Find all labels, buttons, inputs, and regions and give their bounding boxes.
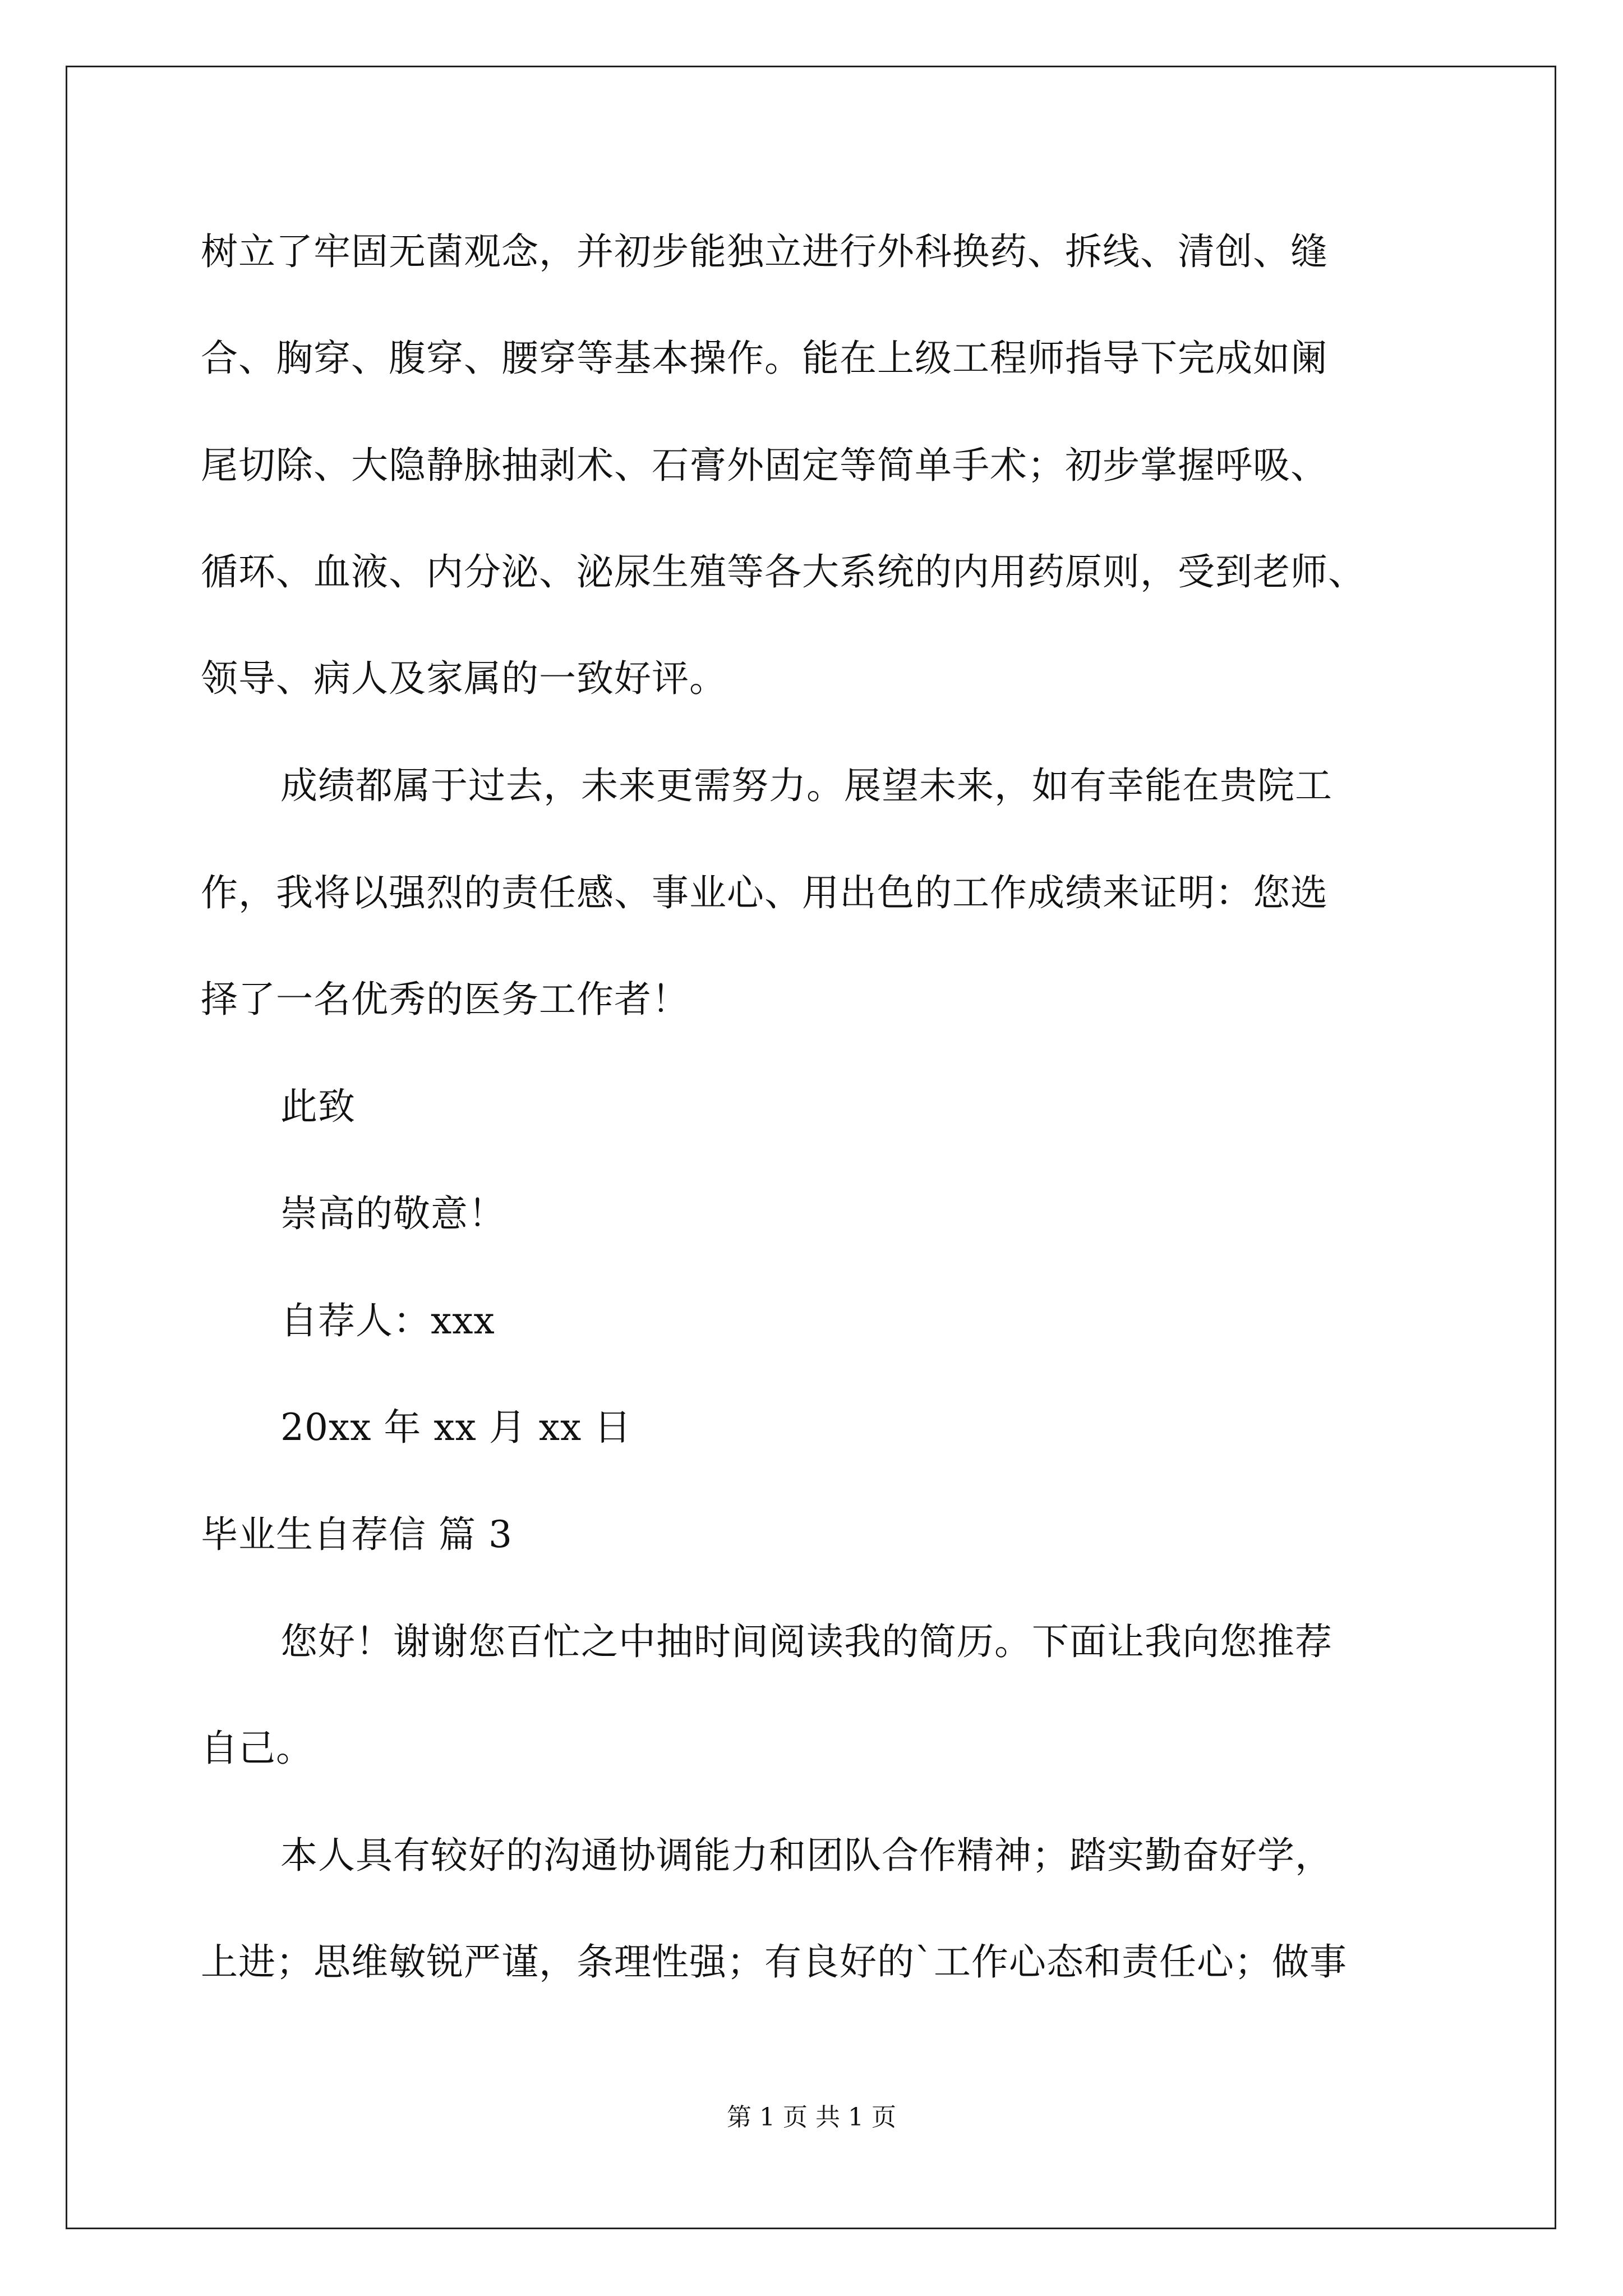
body-line-1: 树立了牢固无菌观念，并初步能独立进行外科换药、拆线、清创、缝 (201, 230, 1328, 273)
section-heading: 毕业生自荐信 篇 3 (201, 1513, 513, 1556)
body-line-8: 择了一名优秀的医务工作者！ (201, 978, 689, 1021)
date-line: 20xx 年 xx 月 xx 日 (280, 1406, 632, 1449)
body-line-15: 自己。 (201, 1727, 313, 1770)
regards-line: 崇高的敬意！ (280, 1192, 506, 1235)
body-line-16: 本人具有较好的沟通协调能力和团队合作精神；踏实勤奋好学， (280, 1834, 1332, 1877)
signature-line: 自荐人：xxx (280, 1299, 495, 1342)
body-line-6: 成绩都属于过去，未来更需努力。展望未来，如有幸能在贵院工 (280, 764, 1332, 807)
body-line-5: 领导、病人及家属的一致好评。 (201, 657, 727, 700)
body-line-3: 尾切除、大隐静脉抽剥术、石膏外固定等简单手术；初步掌握呼吸、 (201, 444, 1328, 487)
page-footer: 第 1 页 共 1 页 (727, 2103, 896, 2132)
body-line-17: 上进；思维敏锐严谨，条理性强；有良好的`工作心态和责任心；做事 (201, 1940, 1347, 1984)
body-line-7: 作，我将以强烈的责任感、事业心、用出色的工作成绩来证明：您选 (201, 871, 1328, 914)
closing-line: 此致 (280, 1085, 356, 1128)
body-line-4: 循环、血液、内分泌、泌尿生殖等各大系统的内用药原则，受到老师、 (201, 550, 1366, 593)
body-line-2: 合、胸穿、腹穿、腰穿等基本操作。能在上级工程师指导下完成如阑 (201, 337, 1328, 380)
page-frame (66, 66, 1556, 2229)
body-line-14: 您好！谢谢您百忙之中抽时间阅读我的简历。下面让我向您推荐 (280, 1620, 1332, 1663)
